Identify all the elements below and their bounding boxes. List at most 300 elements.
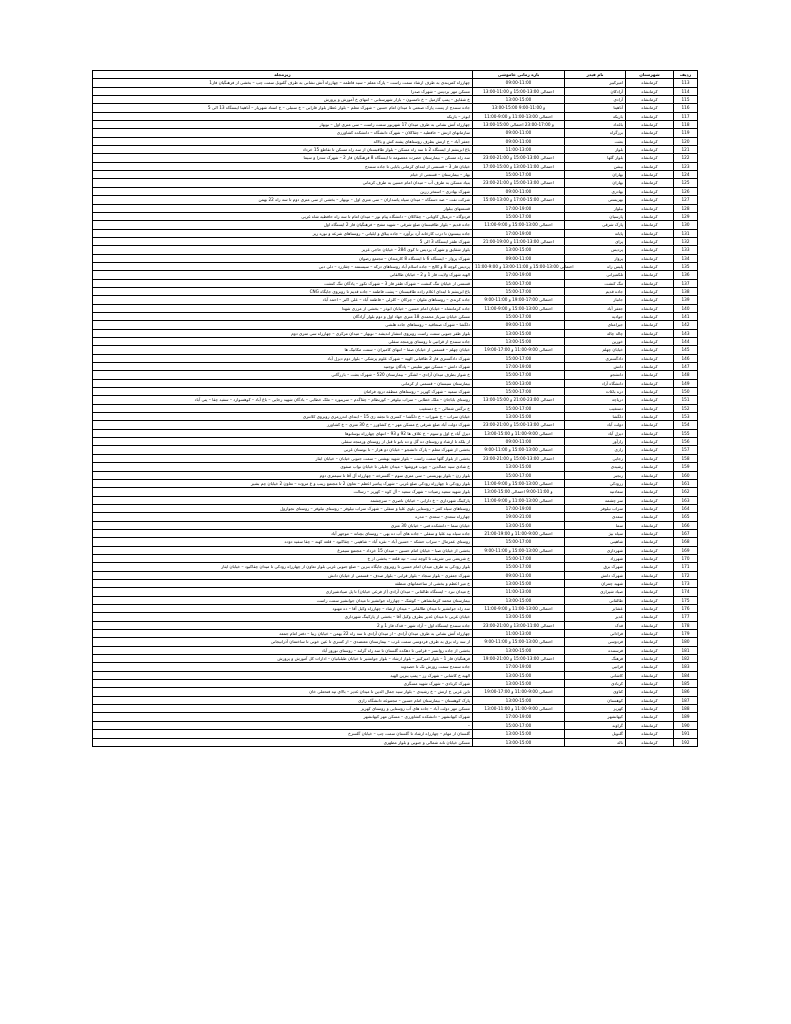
cell-areas: از بلکه تا ارشاد و روستای ده گل و ده بانو تا قبل از روستای ورمنجه سفلی — [93, 438, 473, 446]
cell-row-number: 146 — [674, 354, 698, 362]
cell-row-number: 173 — [674, 579, 698, 587]
cell-feeder-name: شهرک برق — [565, 563, 626, 571]
cell-feeder-name: سما — [565, 521, 626, 529]
cell-feeder-name: صیاد شیرازی — [565, 588, 626, 596]
cell-city: کرمانشاه — [626, 121, 674, 129]
cell-row-number: 177 — [674, 613, 698, 621]
cell-outage-time: 13:00-15:00 — [473, 338, 565, 346]
cell-areas: بهار – بیمارستان – قسمتی از خیام — [93, 171, 473, 179]
cell-areas: مسکن خیابان سرباز محمدی 18 متری جهاد اول و دوم بلوار آرادگان — [93, 312, 473, 320]
cell-feeder-name: کتاوی — [565, 688, 626, 696]
cell-city: کرمانشاه — [626, 579, 674, 587]
cell-areas: خ نرگس شمالی – خ دستغیب — [93, 404, 473, 412]
cell-feeder-name: دانش — [565, 363, 626, 371]
cell-feeder-name: شهرک دانش — [565, 571, 626, 579]
cell-city: کرمانشاه — [626, 279, 674, 287]
cell-row-number: 154 — [674, 421, 698, 429]
cell-city: کرمانشاه — [626, 663, 674, 671]
cell-city: کرمانشاه — [626, 87, 674, 95]
table-row — [93, 696, 698, 704]
cell-feeder-name: فرادانی — [565, 630, 626, 638]
table-row — [93, 671, 698, 679]
cell-feeder-name: کرنادی — [565, 680, 626, 688]
table-row — [93, 563, 698, 571]
cell-areas: سه راه مسکن – بیمارستان حضرت معصومه تا ایستگاه 8 فرهنگیان فاز 2 – شهرک سدرا و سیما — [93, 154, 473, 162]
table-row — [93, 438, 698, 446]
cell-feeder-name: شاهینی — [565, 538, 626, 546]
cell-city: کرمانشاه — [626, 179, 674, 187]
cell-outage-time: 09:00-11:00 — [473, 438, 565, 446]
header-areas: زیرمجله — [93, 71, 473, 79]
cell-feeder-name: جانبار — [565, 296, 626, 304]
cell-city: کرمانشاه — [626, 254, 674, 262]
cell-areas: شهرک پرواز – ایستگاه 6 تا ایستگاه 8 کارمندان – مجتمع رضوان — [93, 254, 473, 262]
header-feeder-name: نام فیدر — [565, 71, 626, 79]
cell-row-number: 189 — [674, 713, 698, 721]
cell-row-number: 123 — [674, 162, 698, 170]
cell-row-number: 127 — [674, 196, 698, 204]
cell-city: کرمانشاه — [626, 112, 674, 120]
table-row — [93, 688, 698, 696]
cell-row-number: 182 — [674, 655, 698, 663]
cell-feeder-name: فرهنگ — [565, 655, 626, 663]
cell-feeder-name: کوهستان — [565, 696, 626, 704]
cell-outage-time: 13:00-15:00 — [473, 329, 565, 337]
cell-feeder-name: جوادیه — [565, 312, 626, 320]
table-row — [93, 538, 698, 546]
table-row — [93, 304, 698, 312]
cell-areas: جاده بیستون تا درب کارخانه آرد برآورد – جاده ییلاق و ایلیاتی – روستاهای شرعه و نوره ریز — [93, 229, 473, 237]
cell-city: کرمانشاه — [626, 346, 674, 354]
cell-row-number: 168 — [674, 538, 698, 546]
cell-feeder-name: دانشجو — [565, 371, 626, 379]
cell-areas: باغ ابریشم تا ابتدای اعلام زاده طاقبستان – پشت فاطمه – جاده قدیم تا روبروی جایگاه CNG — [93, 287, 473, 295]
cell-outage-time: 17:00-19:00 — [473, 363, 565, 371]
cell-row-number: 192 — [674, 738, 698, 746]
cell-areas: خ شادی سید جمالدین – چوب فروشها – میدان جلیلی تا خیابان نواب صفوی — [93, 463, 473, 471]
cell-outage-time: 13:00-15:00 — [473, 246, 565, 254]
cell-feeder-name: برزگراه — [565, 129, 626, 137]
cell-areas: خیابان چهلم – قسمتی از خیابان صفا – انتهای کامیران – سمت مکانیک ها — [93, 346, 473, 354]
cell-feeder-name: بعثت — [565, 137, 626, 145]
table-row — [93, 529, 698, 537]
cell-outage-time: 13:00-15:00 — [473, 463, 565, 471]
table-row — [93, 237, 698, 245]
cell-feeder-name: شهرداری — [565, 546, 626, 554]
cell-outage-time: احتمالی 13:00-15:00 و 21:00-23:00 — [473, 154, 565, 162]
cell-outage-time: احتمالی 13:00-15:00 و 9:00-11:00 — [473, 304, 565, 312]
cell-outage-time: 11:00-13:00 — [473, 146, 565, 154]
cell-outage-time: احتمالی 13:00-15:00 و 21:00-23:00 — [473, 421, 565, 429]
cell-areas: بیمارستان سیستان – قسمتی از کرمانی — [93, 379, 473, 387]
cell-city: کرمانشاه — [626, 413, 674, 421]
cell-areas: جاده کرمانشاه – خیابان امام حسین – خیابان ابوذر – بخشی از مرزی شهدا — [93, 304, 473, 312]
cell-outage-time: 17:00-19:00 — [473, 271, 565, 279]
table-row — [93, 162, 698, 170]
cell-row-number: 164 — [674, 504, 698, 512]
cell-areas: جاده سنندج از قراتیی تا روستای ورمنجه سفلی — [93, 338, 473, 346]
cell-city: کرمانشاه — [626, 354, 674, 362]
cell-city: کرمانشاه — [626, 396, 674, 404]
cell-outage-time: 09:00-11:00 — [473, 137, 565, 145]
cell-row-number: 155 — [674, 429, 698, 437]
table-row — [93, 488, 698, 496]
table-row — [93, 605, 698, 613]
cell-areas: شهرک کرنادی – شهرک شهید مسگری — [93, 680, 473, 688]
cell-feeder-name: سراب نیلوفر — [565, 504, 626, 512]
cell-row-number: 139 — [674, 296, 698, 304]
cell-row-number: 158 — [674, 454, 698, 462]
cell-areas: روستاهای سیاه کمر – روستایی بلوی علیا و سفلی – شهرک سراب نیلوفر – روستای نیلوفر – روستای نجوارول — [93, 504, 473, 512]
cell-areas: جعفر آباد – خ ارتش بطرف روستاهای پشته کش و بالاله — [93, 137, 473, 145]
cell-city: کرمانشاه — [626, 646, 674, 654]
cell-row-number: 145 — [674, 346, 698, 354]
table-row — [93, 396, 698, 404]
cell-feeder-name: عشایر — [565, 605, 626, 613]
cell-row-number: 160 — [674, 471, 698, 479]
cell-row-number: 133 — [674, 246, 698, 254]
cell-areas: شهرک جعفری – بلوار سجاد – بلوار قرابی – بلوار صدف – قسمتی از خیابان دانش — [93, 571, 473, 579]
cell-city: کرمانشاه — [626, 304, 674, 312]
cell-row-number: 163 — [674, 496, 698, 504]
cell-city: کرمانشاه — [626, 237, 674, 245]
table-row — [93, 262, 698, 270]
cell-feeder-name: جاده قدیم — [565, 287, 626, 295]
table-row — [93, 329, 698, 337]
cell-outage-time: 09:00-11:00 — [473, 254, 565, 262]
cell-row-number: 135 — [674, 262, 698, 270]
cell-city: کرمانشاه — [626, 446, 674, 454]
cell-city: کرمانشاه — [626, 229, 674, 237]
cell-city: کرمانشاه — [626, 454, 674, 462]
cell-areas: الهیه خ کاشانی – شهرک رز – پمپ بنزین الهیه — [93, 671, 473, 679]
table-row — [93, 463, 698, 471]
cell-city: کرمانشاه — [626, 96, 674, 104]
cell-areas: بلوار ظفر جنوبی سمت راست روبروی انتشار اندیشه – نوبهار – میدان مرکزی – چهارراه سی متری دوم — [93, 329, 473, 337]
cell-feeder-name: ناله — [565, 738, 626, 746]
cell-row-number: 119 — [674, 129, 698, 137]
cell-city: کرمانشاه — [626, 363, 674, 371]
cell-feeder-name: جعفر آباد — [565, 304, 626, 312]
cell-areas: جاده سنندج ایستگاه اول – آزاد شهر – فدک فاز 1 و 2 — [93, 621, 473, 629]
cell-outage-time: 15:00-17:00 — [473, 171, 565, 179]
cell-areas: دلگشا – شهرک صنعاقیه – روستاهای جاده هلشی — [93, 321, 473, 329]
cell-row-number: 181 — [674, 646, 698, 654]
cell-areas: مسکن مهر بردیس – شهرک صدرا — [93, 87, 473, 95]
cell-areas: فرهنگیان فاز 1 – بلوار امیرکبیر – بلوار ارشاد – بلوار جوانشیر تا خیابان طبلبانیان – ادارات کل آموزش و پرورش — [93, 655, 473, 663]
cell-city: کرمانشاه — [626, 371, 674, 379]
cell-feeder-name: بلوار گلها — [565, 154, 626, 162]
cell-city: کرمانشاه — [626, 246, 674, 254]
table-row — [93, 79, 698, 87]
cell-feeder-name: گراوند — [565, 721, 626, 729]
cell-row-number: 153 — [674, 413, 698, 421]
cell-areas: خ میر اعظم و بخشی از ساختمانهای منطقه — [93, 579, 473, 587]
cell-outage-time: 15:00-17:00 — [473, 212, 565, 220]
cell-city: کرمانشاه — [626, 296, 674, 304]
table-row — [93, 738, 698, 746]
cell-city: کرمانشاه — [626, 655, 674, 663]
cell-feeder-name: رازی — [565, 446, 626, 454]
cell-row-number: 143 — [674, 329, 698, 337]
table-row — [93, 513, 698, 521]
cell-areas: شهرک دادگستری فاز 2 طاقبانی الهیه – شهرک علوم پزشکی – بلوار دوم دیزل آباد — [93, 354, 473, 362]
cell-feeder-name: رشیدی — [565, 463, 626, 471]
cell-feeder-name: بهزیستی — [565, 196, 626, 204]
cell-city: کرمانشاه — [626, 605, 674, 613]
cell-city: کرمانشاه — [626, 196, 674, 204]
cell-feeder-name: کاشانی — [565, 671, 626, 679]
table-row — [93, 212, 698, 220]
cell-row-number: 151 — [674, 396, 698, 404]
table-row — [93, 154, 698, 162]
cell-areas: خ شوار بطرف میدان آزادی – لشگر – بیمارستان 520 – شهرک بعثت – بازرگانی — [93, 371, 473, 379]
cell-outage-time: 15:00-17:00 — [473, 538, 565, 546]
table-row — [93, 554, 698, 562]
cell-feeder-name: دلگشا — [565, 413, 626, 421]
cell-city: کرمانشاه — [626, 713, 674, 721]
cell-outage-time: 17:00-19:00 — [473, 229, 565, 237]
cell-city: کرمانشاه — [626, 730, 674, 738]
cell-outage-time: 13:00-15:00 — [473, 680, 565, 688]
cell-outage-time: احتمالی 13:00-15:00 و 11:00-9:00 — [473, 638, 565, 646]
cell-outage-time: احتمالی 9:00-11:00 و 17:00-19:00 — [473, 688, 565, 696]
cell-feeder-name: امیرکبیر — [565, 79, 626, 87]
cell-feeder-name: سپاه بیژ — [565, 529, 626, 537]
table-row — [93, 596, 698, 604]
schedule-page — [92, 70, 697, 747]
table-row — [93, 521, 698, 529]
cell-outage-time: احتمالی 13:00-15:00 و 11:00-13:00 و 9:00-11:00 — [473, 262, 565, 270]
cell-areas: بلوار زن – بلوار بهزیستی – سی متری سوم – گلسرخه – چهارراه آل آقا تا سیمتری دوم — [93, 471, 473, 479]
cell-city: کرمانشاه — [626, 271, 674, 279]
cell-row-number: 150 — [674, 388, 698, 396]
cell-feeder-name: غدیر — [565, 613, 626, 621]
table-row — [93, 446, 698, 454]
cell-row-number: 187 — [674, 696, 698, 704]
cell-city: کرمانشاه — [626, 471, 674, 479]
cell-row-number: 184 — [674, 671, 698, 679]
cell-row-number: 114 — [674, 87, 698, 95]
cell-feeder-name: باغداد — [565, 121, 626, 129]
table-row — [93, 246, 698, 254]
cell-outage-time: 15:00-17:00 — [473, 287, 565, 295]
table-row — [93, 204, 698, 212]
cell-areas: خ شقایق – پمپ گازمیل – خ تامسون – بازار شهرستانی – انتهای خ آموزش و پرورش — [93, 96, 473, 104]
cell-row-number: 191 — [674, 730, 698, 738]
cell-outage-time: 09:00-11:00 — [473, 187, 565, 195]
cell-outage-time: 19:00-21:00 — [473, 513, 565, 521]
cell-outage-time: 17:00-19:00 — [473, 504, 565, 512]
cell-outage-time: احتمالی 13:00-15:00 و 11:00-13:00 — [473, 87, 565, 95]
cell-areas: خ میدان نبرد – ایستگاه طالقانی – میدان آزادی (از فرعی خیابان) تا پل صیادشیرازی — [93, 588, 473, 596]
cell-row-number: 170 — [674, 554, 698, 562]
cell-areas: شهرک بهادری – استخر زرین — [93, 187, 473, 195]
cell-areas: مسکن خیابان نانه شمالی و جنوبی و بلوار مطهری — [93, 738, 473, 746]
cell-feeder-name: سعادتیه — [565, 488, 626, 496]
cell-city: کرمانشاه — [626, 404, 674, 412]
cell-feeder-name: آرادکان — [565, 87, 626, 95]
cell-city: کرمانشاه — [626, 721, 674, 729]
cell-row-number: 152 — [674, 404, 698, 412]
table-row — [93, 104, 698, 112]
cell-areas: دیزل آباد خ اول و سوم – خ علاف ها 92 و 93 – انتهای چهارراه بوسانوها — [93, 429, 473, 437]
cell-feeder-name: قراتیی — [565, 663, 626, 671]
cell-feeder-name: سر چشمه — [565, 496, 626, 504]
cell-outage-time: 13:00-15:00 — [473, 696, 565, 704]
table-row — [93, 171, 698, 179]
cell-feeder-name: زرودکی — [565, 479, 626, 487]
cell-feeder-name: پردیس — [565, 246, 626, 254]
cell-feeder-name: سعدی — [565, 513, 626, 521]
cell-outage-time: احتمالی 13:00-15:00 و 11:00-9:00 — [473, 446, 565, 454]
cell-areas: بخشی از بلوار گلها سمت راست – بلوار شهید بهشتی – سمت جنوبی خیابان – خیابان ایثار — [93, 454, 473, 462]
table-row — [93, 363, 698, 371]
cell-areas: شهرک سمیه – شهرک کهریز – روستاهای منطقه درود فرامان — [93, 388, 473, 396]
cell-row-number: 174 — [674, 588, 698, 596]
cell-city: کرمانشاه — [626, 621, 674, 629]
cell-areas: شهرک کیهانشهر – دانشکده کشاورزی – مسکن مهر کیهانشهر — [93, 713, 473, 721]
cell-outage-time: احتمالی 13:00-11:00 و 9:00-11:00 — [473, 496, 565, 504]
cell-outage-time: احتمالی 13:00-11:00 و 9:00-11:00 — [473, 605, 565, 613]
cell-areas: پارکینگ شهرداری – خ دارابی – خیابان ناصری – سرچشمه — [93, 496, 473, 504]
cell-outage-time: احتمالی 13:00-15:00 و 9:00-11:00 — [473, 479, 565, 487]
cell-row-number: 161 — [674, 479, 698, 487]
cell-feeder-name: گلنوبل — [565, 730, 626, 738]
cell-row-number: 185 — [674, 680, 698, 688]
table-row — [93, 221, 698, 229]
table-row — [93, 413, 698, 421]
cell-feeder-name: رازآور — [565, 438, 626, 446]
cell-city: کرمانشاه — [626, 146, 674, 154]
cell-outage-time: 17:00-19:00 — [473, 663, 565, 671]
table-row — [93, 388, 698, 396]
cell-row-number: 157 — [674, 446, 698, 454]
cell-city: کرمانشاه — [626, 137, 674, 145]
cell-city: کرمانشاه — [626, 529, 674, 537]
cell-areas: خیابان سما – دانشکده فنی – خیابان 30 متری — [93, 521, 473, 529]
table-row — [93, 354, 698, 362]
cell-outage-time: 13:00-15:00 — [473, 96, 565, 104]
cell-feeder-name: دره باغات — [565, 388, 626, 396]
cell-city: کرمانشاه — [626, 429, 674, 437]
cell-feeder-name: بلوار — [565, 146, 626, 154]
cell-city: کرمانشاه — [626, 504, 674, 512]
cell-outage-time: 15:00-13:00 — [473, 379, 565, 387]
table-row — [93, 287, 698, 295]
cell-areas: بلوار شقایق و شهرک پردیس تا کوی 284 – خیابان حاجی عزیز — [93, 246, 473, 254]
cell-feeder-name: تنگ کنشت — [565, 279, 626, 287]
cell-city: کرمانشاه — [626, 613, 674, 621]
table-header-row — [93, 71, 698, 79]
cell-outage-time: احتمالی 13:00-11:00 و 9:00-11:00 — [473, 112, 565, 120]
table-row — [93, 96, 698, 104]
cell-city: کرمانشاه — [626, 154, 674, 162]
table-row — [93, 621, 698, 629]
header-city: شهرستان — [626, 71, 674, 79]
table-row — [93, 571, 698, 579]
cell-feeder-name: فدک — [565, 621, 626, 629]
cell-city: کرمانشاه — [626, 187, 674, 195]
cell-outage-time: 09:00-11:00 — [473, 129, 565, 137]
cell-outage-time: 15:00-17:00 — [473, 312, 565, 320]
cell-city: کرمانشاه — [626, 588, 674, 596]
cell-outage-time: 17:00-19:00 — [473, 204, 565, 212]
cell-city: کرمانشاه — [626, 221, 674, 229]
cell-areas: روستای باباجان – ملک خطابی – سراب نیلوفر – کورنظام – چقاگدم – سرینورد – ملک خطابی – بادگان شهید رجایی – باغ آباد – کوهسوارد – سفید چقا – پتی آباد — [93, 396, 473, 404]
header-row-number: ردیف — [674, 71, 698, 79]
cell-city: کرمانشاه — [626, 688, 674, 696]
cell-row-number: 190 — [674, 721, 698, 729]
cell-outage-time: 13:00-15:00 — [473, 413, 565, 421]
cell-city: کرمانشاه — [626, 421, 674, 429]
cell-city: کرمانشاه — [626, 488, 674, 496]
cell-outage-time: 13:00-15:00 — [473, 646, 565, 654]
cell-areas: مسکن مهر دولت آباد – جاده های آب روستایی و روستای کهریز — [93, 705, 473, 713]
cell-areas: بخشی از شهرک معلم – پارک دانشجو – خیابان دو هزار – تا بوستان غربی — [93, 446, 473, 454]
cell-row-number: 188 — [674, 705, 698, 713]
cell-feeder-name: کهریز — [565, 705, 626, 713]
table-row — [93, 187, 698, 195]
header-outage-time: بازه زمانی خاموشی — [473, 71, 565, 79]
table-row — [93, 146, 698, 154]
cell-row-number: 130 — [674, 221, 698, 229]
cell-feeder-name: پلیس راه — [565, 262, 626, 270]
cell-outage-time: 13:00-15:00 — [473, 671, 565, 679]
cell-feeder-name: کیهانشهر — [565, 713, 626, 721]
cell-feeder-name: طالقانی — [565, 596, 626, 604]
cell-row-number: 169 — [674, 546, 698, 554]
table-row — [93, 680, 698, 688]
cell-outage-time: 11:00-13:00 — [473, 588, 565, 596]
cell-outage-time: 13:00-15:00 و 17:00-23:00 احتمالی — [473, 121, 565, 129]
cell-outage-time: 13:00-15:00 و 11:00-9:00 احتمالی — [473, 488, 565, 496]
cell-areas: شرکت نفت – صد دستگاه – میدان سپاه پاسداران – سی متری اول – نوبهار – بخشی از سی متری دوم تا سه راه 22 بهمن — [93, 196, 473, 204]
cell-row-number: 148 — [674, 371, 698, 379]
table-row — [93, 479, 698, 487]
cell-areas: جاده سنندج از پست پارک صنعتی تا میدان امام حسین – شهرک معلم – بلوار عطار بلوار فارابی – خ سنبلی – خ استاد شهریار – آناهیتا ایستگاه 13 الی 5 — [93, 104, 473, 112]
cell-outage-time: احتمالی 13:00-15:00 و 21:00-19:00 — [473, 655, 565, 663]
cell-outage-time: احتمالی 13:00-15:00 و 21:00-23:00 — [473, 454, 565, 462]
table-row — [93, 496, 698, 504]
cell-outage-time: 11:00-13:00 — [473, 630, 565, 638]
table-row — [93, 196, 698, 204]
cell-city: کرمانشاه — [626, 479, 674, 487]
table-row — [93, 404, 698, 412]
cell-row-number: 121 — [674, 146, 698, 154]
table-row — [93, 229, 698, 237]
table-row — [93, 129, 698, 137]
table-row — [93, 646, 698, 654]
cell-city: کرمانشاه — [626, 630, 674, 638]
cell-feeder-name: بهاران — [565, 179, 626, 187]
table-row — [93, 504, 698, 512]
cell-city: کرمانشاه — [626, 212, 674, 220]
cell-outage-time: احتمالی 9:00-11:00 و 17:00-19:00 — [473, 346, 565, 354]
cell-city: کرمانشاه — [626, 596, 674, 604]
cell-outage-time: 15:00-17:00 — [473, 404, 565, 412]
cell-city: کرمانشاه — [626, 496, 674, 504]
cell-feeder-name: دستغیب — [565, 404, 626, 412]
cell-row-number: 131 — [674, 229, 698, 237]
cell-outage-time: احتمالی 23:00-21:00 و 15:00-13:00 — [473, 396, 565, 404]
cell-city: کرمانشاه — [626, 262, 674, 270]
cell-row-number: 128 — [674, 204, 698, 212]
cell-outage-time: 15:00-17:00 — [473, 279, 565, 287]
cell-areas: خ شریعتی نبی شریف تا کوچه ثبت – تپه قلعه – بخشی از خ — [93, 554, 473, 562]
cell-outage-time: احتمالی 9:00-11:00 و 11:00-13:00 — [473, 705, 565, 713]
cell-areas: بلوار رودکی به طرف میدان امام حسین تا روبروی جایگاه بنزین – ضلع جنوبی غربی بلوار تعاون از چهارراه رودکی تا میدان چقاکبود – خیابان ایثار — [93, 563, 473, 571]
